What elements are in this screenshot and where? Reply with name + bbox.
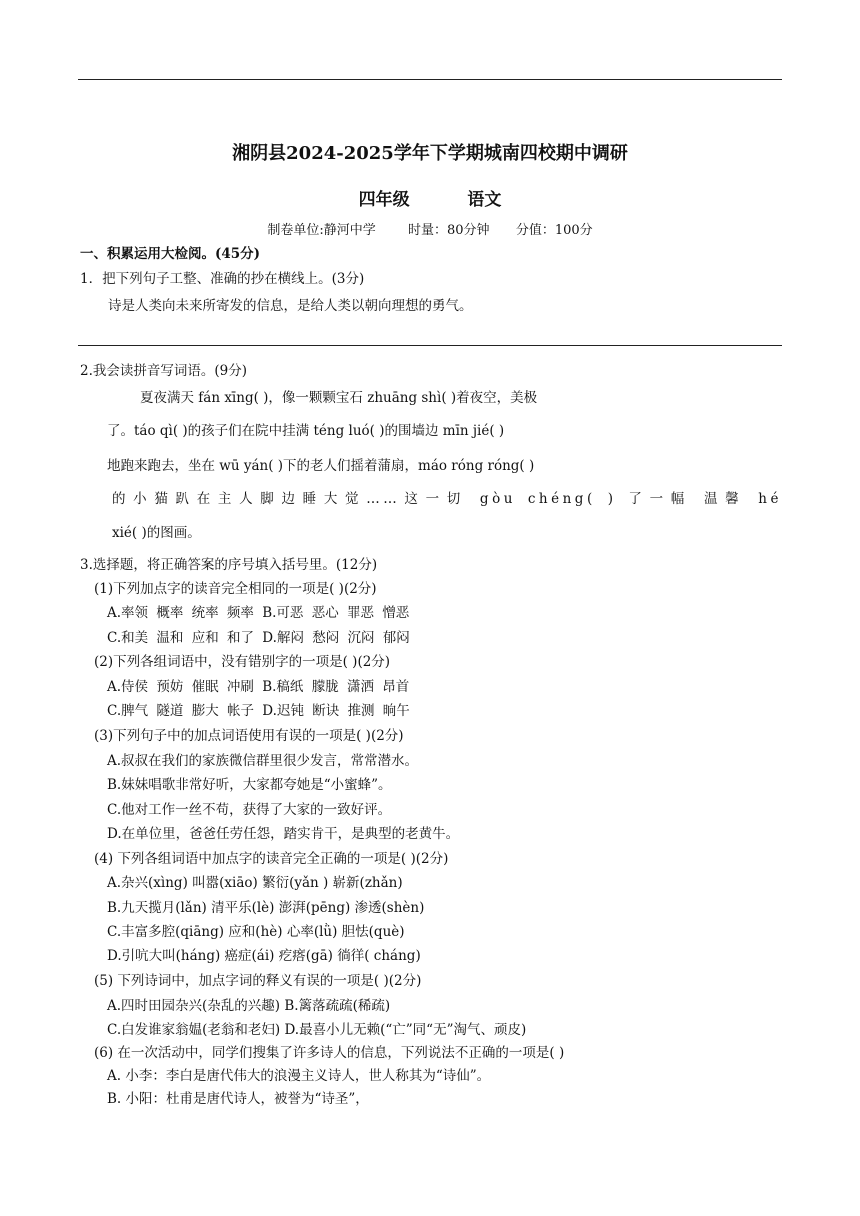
q2-line-4: 的小猫趴在主人脚边睡大觉……这一切 gòu chéng( ) 了一幅 温馨 hé <box>112 491 782 507</box>
q3-sub2-ab: A.侍侯 预妨 催眠 冲刷 B.稿纸 朦胧 潇洒 昂首 <box>107 679 410 695</box>
q3-sub3-a: A.叔叔在我们的家族微信群里很少发言，常常潜水。 <box>107 753 419 769</box>
q3-sub2-prompt: (2)下列各组词语中，没有错别字的一项是( )(2分) <box>94 654 391 670</box>
q3-sub5-prompt: (5) 下列诗词中，加点字词的释义有误的一项是( )(2分) <box>94 973 422 989</box>
q2-line-1: 夏夜满天 fán xīng( )，像一颗颗宝石 zhuāng shì( )着夜空，美极 <box>140 390 538 406</box>
q3-sub2-cd: C.脾气 隧道 膨大 帐子 D.迟钝 断诀 推测 晌午 <box>107 703 410 719</box>
q3-sub6-prompt: (6) 在一次活动中，同学们搜集了许多诗人的信息，下列说法不正确的一项是( ) <box>94 1045 565 1061</box>
q3-sub1-prompt: (1)下列加点字的读音完全相同的一项是( )(2分) <box>94 581 377 597</box>
q3-sub4-prompt: (4) 下列各组词语中加点字的读音完全正确的一项是( )(2分) <box>94 851 449 867</box>
q3-sub1-cd: C.和美 温和 应和 和了 D.解闷 愁闷 沉闷 郁闷 <box>107 630 410 646</box>
top-rule <box>78 79 782 80</box>
q3-sub5-ab: A.四时田园杂兴(杂乱的兴趣) B.篱落疏疏(稀疏) <box>107 998 391 1014</box>
q3-sub3-c: C.他对工作一丝不苟，获得了大家的一致好评。 <box>107 802 392 818</box>
q2-line-2: 了。táo qì( )的孩子们在院中挂满 téng luó( )的围墙边 mīn jié( ) <box>107 423 505 439</box>
q3-sub4-c: C.丰富多腔(qiāng) 应和(hè) 心率(lǜ) 胆怯(què) <box>107 924 405 940</box>
q1-prompt: 1．把下列句子工整、准确的抄在横线上。(3分) <box>80 271 365 287</box>
q3-sub4-a: A.杂兴(xìng) 叫嚣(xiāo) 繁衍(yǎn ) 崭新(zhǎn) <box>107 875 403 891</box>
q3-sub1-ab: A.率领 概率 统率 频率 B.可恶 恶心 罪恶 憎恶 <box>107 605 410 621</box>
exam-meta <box>0 219 860 238</box>
q3-prompt: 3.选择题，将正确答案的序号填入括号里。(12分) <box>80 557 378 573</box>
exam-time: 时量：80分钟 <box>408 223 490 238</box>
q3-sub6-a: A. 小李：李白是唐代伟大的浪漫主义诗人，世人称其为“诗仙”。 <box>107 1068 491 1084</box>
q2-prompt: 2.我会读拼音写词语。(9分) <box>80 363 248 379</box>
q3-sub3-d: D.在单位里，爸爸任劳任怨，踏实肯干，是典型的老黄牛。 <box>107 826 460 842</box>
q2-line-3: 地跑来跑去，坐在 wū yán( )下的老人们摇着蒲扇，máo róng róng( ) <box>107 458 535 474</box>
q2-line-5: xié( )的图画。 <box>112 525 201 541</box>
exam-score: 分值：100分 <box>515 223 593 238</box>
exam-unit: 制卷单位:静河中学 <box>267 223 376 238</box>
exam-title: 湘阴县2024-2025学年下学期城南四校期中调研 <box>232 143 628 164</box>
q3-sub3-b: B.妹妹唱歌非常好听，大家都夸她是“小蜜蜂”。 <box>107 777 392 793</box>
section1-heading: 一、积累运用大检阅。(45分) <box>80 246 261 262</box>
q3-sub4-b: B.九天揽月(lǎn) 清平乐(lè) 澎湃(pēng) 渗透(shèn) <box>107 900 425 916</box>
grade-label: 四年级 <box>358 190 410 210</box>
subject-label: 语文 <box>467 190 502 210</box>
q1-answer-line[interactable] <box>78 345 782 346</box>
q3-sub5-cd: C.白发谁家翁媪(老翁和老妇) D.最喜小儿无赖(“亡”同“无”淘气、顽皮) <box>107 1022 527 1038</box>
q3-sub6-b: B. 小阳：杜甫是唐代诗人，被誉为“诗圣”， <box>107 1091 369 1107</box>
q3-sub4-d: D.引吭大叫(háng) 癌症(ái) 疙瘩(gā) 徜徉( cháng) <box>107 948 421 964</box>
q1-sentence: 诗是人类向未来所寄发的信息，是给人类以朝向理想的勇气。 <box>108 298 473 314</box>
grade-subject <box>0 185 860 210</box>
q3-sub3-prompt: (3)下列句子中的加点词语使用有误的一项是( )(2分) <box>94 728 404 744</box>
